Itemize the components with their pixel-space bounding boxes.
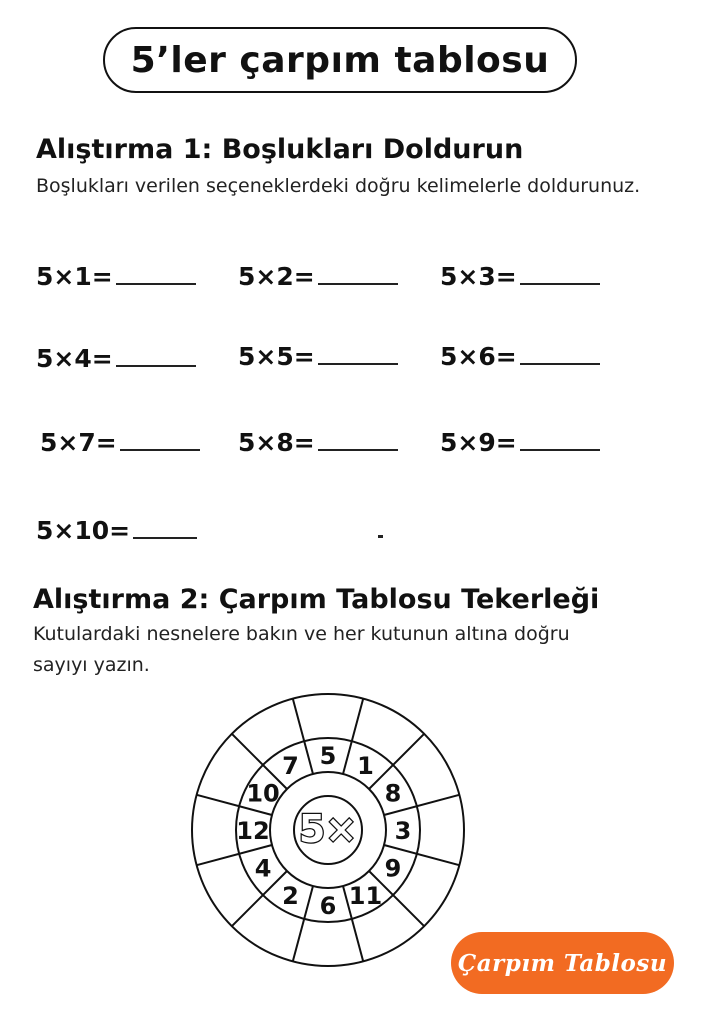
- problem-label: 5×6=: [440, 342, 517, 371]
- problem-5x3: [440, 262, 600, 291]
- wheel-number: 2: [282, 881, 299, 910]
- problem-label: 5×7=: [40, 428, 117, 457]
- page-title: 5’ler çarpım tablosu: [130, 39, 550, 81]
- problem-5x2: [238, 262, 398, 291]
- exercise2-heading: Alıştırma 2: Çarpım Tablosu Tekerleği: [33, 584, 600, 615]
- wheel-number: 11: [348, 881, 383, 910]
- problem-5x6: [440, 342, 600, 371]
- answer-blank[interactable]: [120, 448, 200, 451]
- problem-5x7: [40, 428, 200, 457]
- wheel-number: 6: [319, 892, 337, 920]
- problem-label: 5×10=: [36, 516, 131, 545]
- problem-label: 5×8=: [238, 428, 315, 457]
- exercise2-instruction-line2: sayıyı yazın.: [33, 654, 150, 676]
- answer-blank[interactable]: [520, 282, 600, 285]
- wheel-number: 4: [254, 854, 272, 883]
- stray-mark: [378, 535, 383, 538]
- problem-5x1: [36, 262, 196, 291]
- problem-5x4: [36, 344, 196, 373]
- wheel-number: 10: [246, 779, 280, 808]
- wheel-number: 1: [357, 752, 374, 781]
- wheel-number: 9: [384, 854, 402, 883]
- problem-label: 5×1=: [36, 262, 113, 291]
- answer-blank[interactable]: [520, 448, 600, 451]
- exercise2-instruction-line1: Kutulardaki nesnelere bakın ve her kutunun altına doğru: [33, 623, 570, 645]
- problem-label: 5×2=: [238, 262, 315, 291]
- problem-5x5: [238, 342, 398, 371]
- wheel-number: 3: [394, 817, 412, 845]
- answer-blank[interactable]: [116, 282, 196, 285]
- answer-blank[interactable]: [116, 364, 196, 367]
- answer-blank[interactable]: [133, 536, 197, 539]
- problem-label: 5×4=: [36, 344, 113, 373]
- answer-blank[interactable]: [318, 448, 398, 451]
- title-box: [103, 27, 577, 93]
- problem-label: 5×9=: [440, 428, 517, 457]
- problem-5x10: [36, 516, 197, 545]
- wheel-number: 8: [384, 779, 402, 808]
- wheel-number: 5: [319, 742, 337, 770]
- problem-label: 5×5=: [238, 342, 315, 371]
- problem-label: 5×3=: [440, 262, 517, 291]
- problem-5x9: [440, 428, 600, 457]
- answer-blank[interactable]: [318, 362, 398, 365]
- exercise1-heading: Alıştırma 1: Boşlukları Doldurun: [36, 134, 524, 165]
- wheel-center-label: 5×: [298, 807, 358, 851]
- wheel-number: 12: [236, 817, 270, 845]
- exercise1-instruction: Boşlukları verilen seçeneklerdeki doğru kelimelerle doldurunuz.: [36, 175, 641, 197]
- answer-blank[interactable]: [520, 362, 600, 365]
- wheel-number: 7: [282, 752, 299, 781]
- multiplication-wheel: [188, 690, 468, 970]
- brand-label: Çarpım Tablosu: [457, 949, 668, 977]
- brand-badge[interactable]: [451, 932, 674, 994]
- problem-5x8: [238, 428, 398, 457]
- answer-blank[interactable]: [318, 282, 398, 285]
